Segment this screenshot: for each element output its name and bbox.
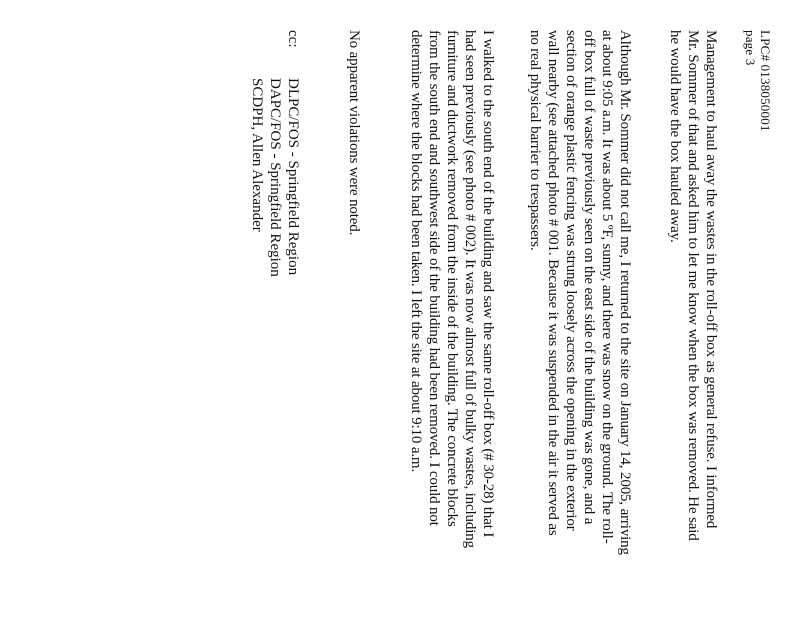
paragraph-line: no real physical barrier to trespassers.	[527, 30, 543, 251]
paragraph-line: determine where the blocks had been taken. I left the site at about 9:10 a.m.	[408, 30, 424, 473]
paragraph-line: from the south end and southwest side of the building had been removed. I could not	[426, 30, 442, 526]
paragraph-line: had seen previously (see photo # 002). It was now almost full of bulky wastes, including	[462, 30, 478, 548]
paragraph-line: wall nearby (see attached photo # 001. Because it was suspended in the air it served as	[545, 30, 561, 536]
cc-recipients	[248, 78, 302, 277]
paragraph-line: off box full of waste previously seen on the east side of the building was gone, and a	[581, 30, 597, 525]
paragraph-line: furniture and ductwork removed from the inside of the building. The concrete blocks	[444, 30, 460, 527]
paragraph-line: No apparent violations were noted.	[346, 30, 362, 236]
paragraph-4	[345, 30, 363, 630]
paragraph-line: section of orange plastic fencing was strung loosely across the opening in the exterior	[563, 30, 579, 531]
paragraph-2	[526, 30, 634, 630]
document-id: LPC# 0138050001	[758, 30, 773, 132]
paragraph-line: Mr. Sommer of that and asked him to let me know when the box was removed. He said	[685, 30, 701, 541]
paragraph-1	[666, 30, 720, 630]
page-number: page 3	[743, 30, 758, 66]
paragraph-3	[407, 30, 497, 630]
cc-recipient: DLPC/FOS - Springfield Region	[285, 78, 301, 276]
paragraph-line: I walked to the south end of the building and saw the same roll-off box (# 30-28) that I	[480, 30, 496, 538]
paragraph-line: at about 9:05 a.m. It was about 5 ºF, sunny, and there was snow on the ground. The roll-	[599, 30, 615, 544]
paragraph-line: Management to haul away the wastes in the roll-off box as general refuse. I informed	[703, 30, 719, 529]
paragraph-line: Although Mr. Sommer did not call me, I returned to the site on January 14, 2005, arriving	[617, 30, 633, 555]
cc-label: cc:	[285, 30, 301, 48]
paragraph-line: he would have the box hauled away.	[667, 30, 683, 243]
cc-recipient: SCDPH, Allen Alexander	[249, 78, 265, 232]
cc-recipient: DAPC/FOS - Springfield Region	[267, 78, 283, 277]
